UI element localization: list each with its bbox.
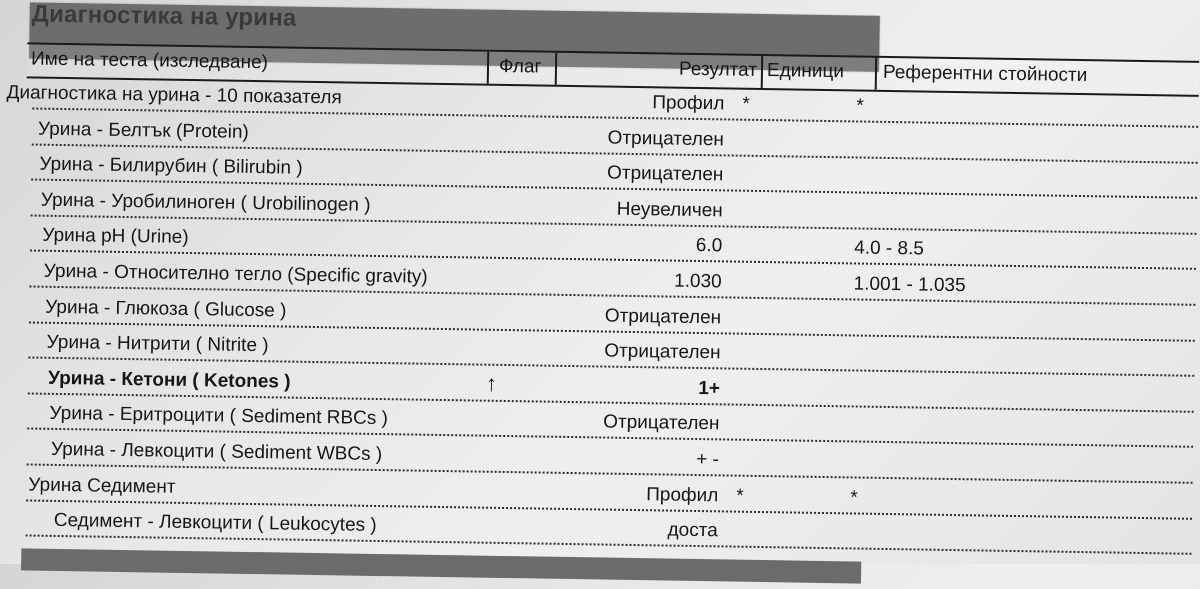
column-header-reference: Референтни стойности [882, 61, 1088, 87]
test-name: Урина - Относително тегло (Specific gravity) [43, 260, 428, 288]
test-result: Отрицателен [606, 162, 724, 186]
test-name: Урина - Кетони ( Ketones ) [47, 367, 291, 393]
test-name: Урина - Глюкоза ( Glucose ) [45, 296, 287, 322]
test-reference-range: 4.0 - 8.5 [854, 237, 925, 260]
test-reference-range: * [850, 487, 858, 509]
flag-up-arrow-icon: ↑ [485, 370, 498, 396]
test-result: Профил [652, 92, 725, 115]
column-divider [555, 53, 558, 85]
test-name: Урина - Еритроцити ( Sediment RBCs ) [49, 403, 389, 430]
test-result: Отрицателен [607, 127, 725, 150]
test-result: 6.0 [695, 235, 723, 257]
test-result: Отрицателен [604, 305, 722, 328]
column-divider [875, 58, 878, 90]
test-reference-range: * [856, 95, 865, 117]
test-name: Урина - Левкоцити ( Sediment WBCs ) [50, 438, 383, 466]
column-header-name: Име на теста (изследване) [30, 48, 269, 74]
test-result: + - [696, 448, 720, 471]
column-header-units: Единици [766, 60, 845, 83]
test-name: Урина Седимент [28, 474, 176, 498]
test-reference-range: 1.001 - 1.035 [853, 273, 966, 297]
column-header-result: Резултат [678, 58, 758, 81]
test-name: Урина - Нитрити ( Nitrite ) [46, 331, 269, 357]
test-name: Урина pH (Urine) [42, 225, 189, 249]
next-section-bar [21, 548, 861, 583]
column-divider [487, 52, 490, 84]
test-name: Урина - Уробилиноген ( Urobilinogen ) [40, 189, 371, 216]
test-result: Неувеличен [616, 198, 723, 222]
column-divider [761, 56, 764, 88]
test-result: Профил [646, 483, 719, 506]
column-header-flag: Флаг [498, 55, 542, 78]
test-result: Отрицателен [604, 340, 721, 364]
test-result: Отрицателен [603, 411, 720, 435]
test-name: Седимент - Левкоцити ( Leukocytes ) [53, 510, 377, 537]
section-title: Диагностика на урина [31, 0, 297, 32]
test-units: * [736, 485, 744, 507]
test-name: Диагностика на урина - 10 показателя [6, 82, 342, 109]
test-result: 1+ [698, 377, 721, 400]
test-name: Урина - Белтък (Protein) [37, 118, 249, 143]
test-result: 1.030 [673, 270, 722, 293]
test-units: * [742, 93, 751, 115]
test-result: доста [667, 519, 718, 542]
test-name: Урина - Билирубин ( Bilirubin ) [39, 153, 303, 179]
